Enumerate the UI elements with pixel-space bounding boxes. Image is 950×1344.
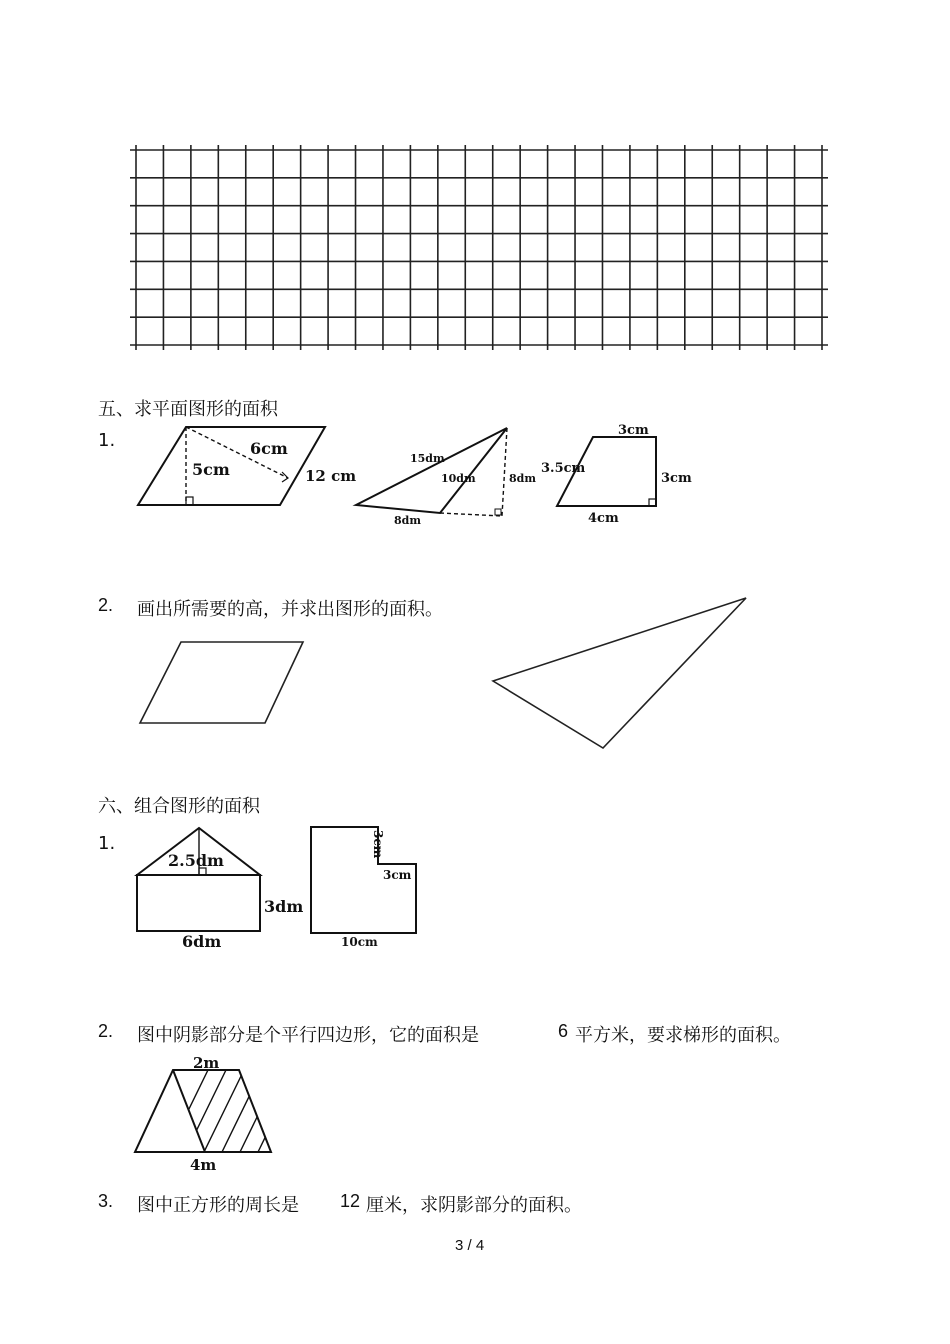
label-8dm-base: 8dm	[394, 514, 421, 527]
question-number-6-3: 3.	[98, 1191, 114, 1211]
l-shape-composite-figure	[306, 822, 426, 952]
section-heading-5: 五、求平面图形的面积	[98, 399, 278, 420]
label-10dm: 10dm	[441, 472, 476, 485]
triangle-figure	[352, 420, 542, 530]
question-text-6-2-a: 图中阴影部分是个平行四边形，它的面积是	[137, 1025, 479, 1046]
trapezoid-figure	[538, 420, 698, 528]
label-2m: 2m	[193, 1054, 220, 1072]
label-right-3cm: 3cm	[661, 471, 692, 486]
section-heading-6: 六、组合图形的面积	[98, 796, 260, 817]
square-grid	[0, 0, 950, 380]
label-10cm: 10cm	[341, 935, 378, 949]
label-4cm: 4cm	[588, 511, 619, 526]
label-12cm: 12 cm	[305, 467, 357, 485]
hatched-trapezoid-figure	[126, 1052, 286, 1176]
page-number: 3 / 4	[455, 1237, 485, 1254]
shaded-parallelogram	[168, 1070, 286, 1152]
label-4m: 4m	[190, 1156, 217, 1174]
label-3dm: 3dm	[264, 897, 304, 916]
label-top-3cm: 3cm	[618, 423, 649, 438]
question-number-5-1: 1.	[98, 430, 116, 451]
label-2-5dm: 2.5dm	[168, 851, 224, 870]
triangle-shape	[356, 428, 507, 513]
label-8dm-height: 8dm	[509, 472, 536, 485]
question-text-6-2-b: 平方米，要求梯形的面积。	[575, 1025, 791, 1046]
question-text-5-2: 画出所需要的高，并求出图形的面积。	[137, 599, 443, 620]
house-composite-figure	[128, 822, 308, 952]
label-15dm: 15dm	[410, 452, 445, 465]
question-text-6-3-a: 图中正方形的周长是	[137, 1195, 299, 1216]
outer-trapezoid	[135, 1070, 271, 1152]
draw-height-figures	[0, 590, 950, 760]
question-number-5-2: 2.	[98, 595, 114, 615]
blank-parallelogram	[140, 642, 303, 723]
question-text-6-3-b: 厘米，求阴影部分的面积。	[366, 1195, 582, 1216]
question-value-6-2: 6	[558, 1021, 569, 1041]
label-6cm: 6cm	[250, 439, 288, 458]
label-notch-3cm: 3cm	[371, 830, 385, 859]
parallelogram-figure	[130, 420, 370, 520]
label-6dm: 6dm	[182, 932, 222, 951]
question-number-6-1: 1.	[98, 833, 116, 854]
label-notch-w-3cm: 3cm	[383, 868, 412, 882]
label-5cm: 5cm	[192, 460, 230, 479]
label-3-5cm: 3.5cm	[541, 461, 586, 476]
question-value-6-3: 12	[340, 1191, 361, 1211]
blank-triangle	[493, 598, 746, 748]
question-number-6-2: 2.	[98, 1021, 114, 1041]
